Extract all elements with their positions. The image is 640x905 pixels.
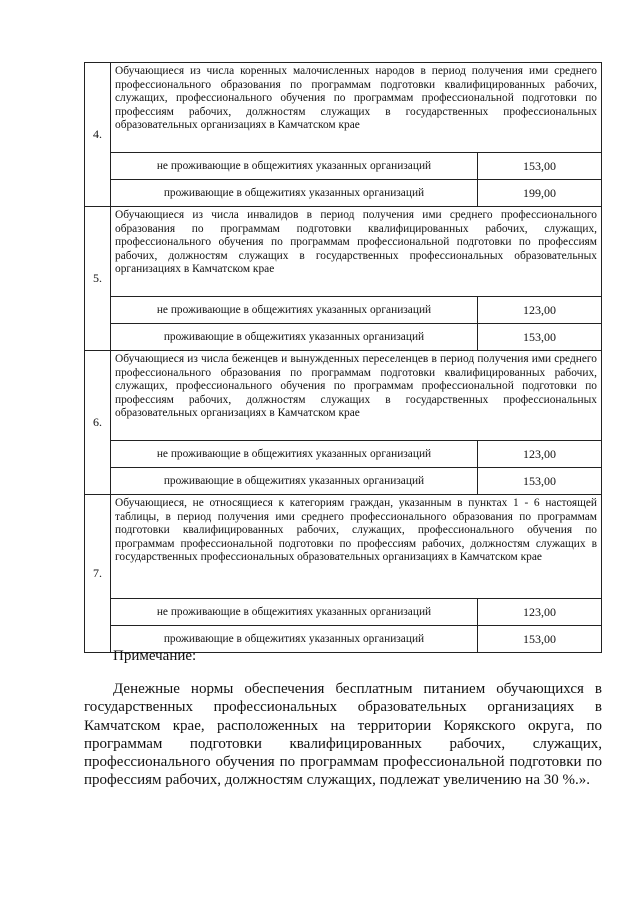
category-description: Обучающиеся, не относящиеся к категориям граждан, указанным в пунктах 1 - 6 настоящей таблицы, в период получения ими среднего профессионального образования по программам подготовки квалифицированных рабочих, служащих, профессионального обучения по программам профессиональной подготовки по профессиям рабочих, должностям служащих в государственных профессиональных образовательных организациях в Камчатском крае bbox=[111, 495, 602, 599]
note-heading: Примечание: bbox=[113, 648, 197, 664]
table-row bbox=[85, 63, 602, 153]
subcategory-label: проживающие в общежитиях указанных организаций bbox=[111, 626, 478, 653]
subcategory-label: проживающие в общежитиях указанных организаций bbox=[111, 468, 478, 495]
row-number: 5. bbox=[85, 207, 111, 351]
subcategory-label: проживающие в общежитиях указанных организаций bbox=[111, 180, 478, 207]
table-subrow bbox=[85, 153, 602, 180]
subcategory-label: не проживающие в общежитиях указанных организаций bbox=[111, 297, 478, 324]
table-subrow bbox=[85, 599, 602, 626]
food-norms-table bbox=[84, 62, 602, 653]
table-row bbox=[85, 351, 602, 441]
norm-value: 123,00 bbox=[477, 297, 601, 324]
table-row bbox=[85, 207, 602, 297]
subcategory-label: не проживающие в общежитиях указанных организаций bbox=[111, 599, 478, 626]
table-subrow bbox=[85, 180, 602, 207]
note-paragraph: Денежные нормы обеспечения бесплатным питанием обучающихся в государственных профессиональных образовательных организациях в Камчатском крае, расположенных на территории Корякского округа, по программам подготовки квалифицированных рабочих, служащих, профессионального обучения по программам профессиональной подготовки по профессиям рабочих, должностям служащих, подлежат увеличению на 30 %.». bbox=[84, 681, 602, 789]
norm-value: 199,00 bbox=[477, 180, 601, 207]
table-subrow bbox=[85, 324, 602, 351]
table-subrow bbox=[85, 468, 602, 495]
category-description: Обучающиеся из числа коренных малочисленных народов в период получения ими среднего профессионального образования по программам подготовки квалифицированных рабочих, служащих, профессионального обучения по программам профессиональной подготовки по профессиям рабочих, должностям служащих в государственных профессиональных образовательных организациях в Камчатском крае bbox=[111, 63, 602, 153]
table-subrow bbox=[85, 441, 602, 468]
row-number: 7. bbox=[85, 495, 111, 653]
table-row bbox=[85, 495, 602, 599]
table-subrow bbox=[85, 297, 602, 324]
category-description: Обучающиеся из числа инвалидов в период получения ими среднего профессионального образования по программам подготовки квалифицированных рабочих, служащих, профессионального обучения по программам профессиональной подготовки по профессиям рабочих, должностям служащих в государственных профессиональных образовательных организациях в Камчатском крае bbox=[111, 207, 602, 297]
norm-value: 153,00 bbox=[477, 153, 601, 180]
norm-value: 153,00 bbox=[477, 468, 601, 495]
row-number: 6. bbox=[85, 351, 111, 495]
norm-value: 123,00 bbox=[477, 441, 601, 468]
row-number: 4. bbox=[85, 63, 111, 207]
category-description: Обучающиеся из числа беженцев и вынужденных переселенцев в период получения ими среднего профессионального образования по программам подготовки квалифицированных рабочих, служащих, профессионального обучения по программам профессиональной подготовки по профессиям рабочих, должностям служащих в государственных профессиональных образовательных организациях в Камчатском крае bbox=[111, 351, 602, 441]
norm-value: 123,00 bbox=[477, 599, 601, 626]
subcategory-label: не проживающие в общежитиях указанных организаций bbox=[111, 441, 478, 468]
norm-value: 153,00 bbox=[477, 626, 601, 653]
subcategory-label: проживающие в общежитиях указанных организаций bbox=[111, 324, 478, 351]
subcategory-label: не проживающие в общежитиях указанных организаций bbox=[111, 153, 478, 180]
norm-value: 153,00 bbox=[477, 324, 601, 351]
